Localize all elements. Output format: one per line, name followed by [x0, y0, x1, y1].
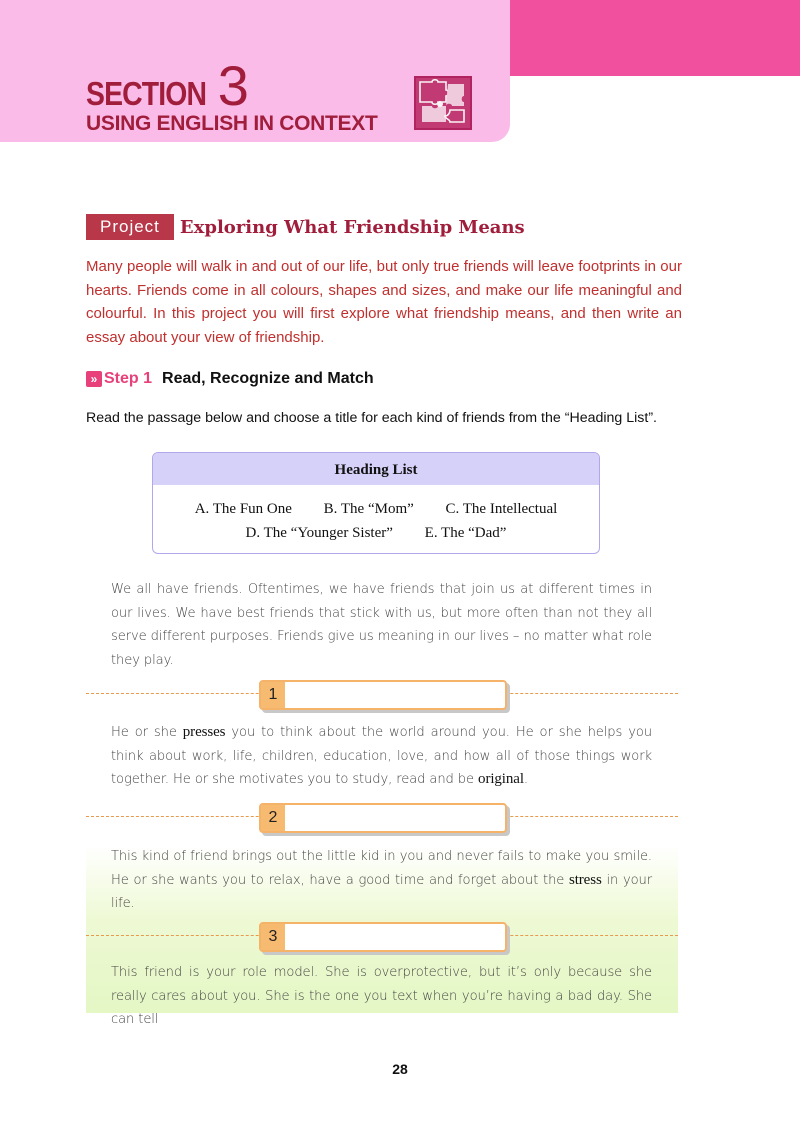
passage-intro: We all have friends. Oftentimes, we have friends that join us at different times in our lives. We have best friends that stick with us, but more often than not they all serve different purposes. Friends give us meaning in our lives – no matter what role they play. — [111, 582, 652, 668]
passage-paragraph — [111, 845, 652, 916]
passage-text: He or she — [111, 725, 183, 740]
heading-option: C. The Intellectual — [445, 501, 558, 517]
passage-text: in your life. — [111, 872, 652, 912]
answer-number: 3 — [261, 924, 285, 950]
puzzle-icon — [414, 76, 472, 130]
header-accent-band — [510, 0, 800, 76]
passage-text: . — [523, 772, 528, 788]
vocab-word: stress — [568, 871, 602, 888]
project-badge: Project — [86, 214, 174, 240]
answer-field[interactable] — [259, 922, 507, 952]
section-word: SECTION — [86, 75, 207, 112]
passage-paragraph: This friend is your role model. She is overprotective, but it’s only because she really cares about you. She is the one you text when you’re having a bad day. She can tell — [111, 965, 652, 1028]
heading-list-box — [152, 452, 600, 554]
heading-option: A. The Fun One — [194, 501, 292, 517]
heading-option: B. The “Mom” — [323, 501, 414, 517]
heading-option: D. The “Younger Sister” — [245, 525, 393, 541]
project-heading — [86, 214, 525, 240]
section-subtitle: USING ENGLISH IN CONTEXT — [86, 112, 378, 135]
passage-paragraph — [111, 721, 652, 792]
page-number: 28 — [392, 1061, 408, 1077]
section-title — [86, 54, 249, 117]
answer-row — [86, 680, 678, 716]
answer-number: 2 — [261, 805, 285, 831]
answer-row — [86, 803, 678, 839]
instruction-text: Read the passage below and choose a title for each kind of friends from the “Heading List”. — [86, 410, 657, 426]
answer-row — [86, 922, 678, 958]
section-number: 3 — [217, 54, 249, 117]
heading-option: E. The “Dad” — [424, 525, 507, 541]
heading-list-items — [153, 485, 599, 545]
vocab-word: presses — [182, 724, 226, 740]
project-title: Exploring What Friendship Means — [179, 216, 525, 238]
project-intro: Many people will walk in and out of our life, but only true friends will leave footprints in our hearts. Friends come in all colours, shapes and sizes, and make our life meaningful and colourful. In this project you will first explore what friendship means, and then write an essay about your view of friendship. — [86, 258, 682, 346]
answer-field[interactable] — [259, 803, 507, 833]
vocab-word: original — [478, 771, 524, 788]
answer-field[interactable] — [259, 680, 507, 710]
step-label: Step 1 — [104, 370, 153, 387]
heading-list-title: Heading List — [153, 453, 599, 485]
step-title: Read, Recognize and Match — [162, 370, 374, 387]
answer-number: 1 — [261, 682, 285, 708]
passage-text: This kind of friend brings out the little kid in you and never fails to make you smile. He or she wants you to relax, have a good time and forget about the — [111, 849, 652, 888]
double-chevron-icon: » — [86, 371, 102, 387]
step-heading — [86, 370, 374, 388]
passage-text: you to think about the world around you. He or she helps you think about work, life, children, education, love, and how all of those things work together. He or she motivates you to study, read and be — [111, 725, 652, 788]
